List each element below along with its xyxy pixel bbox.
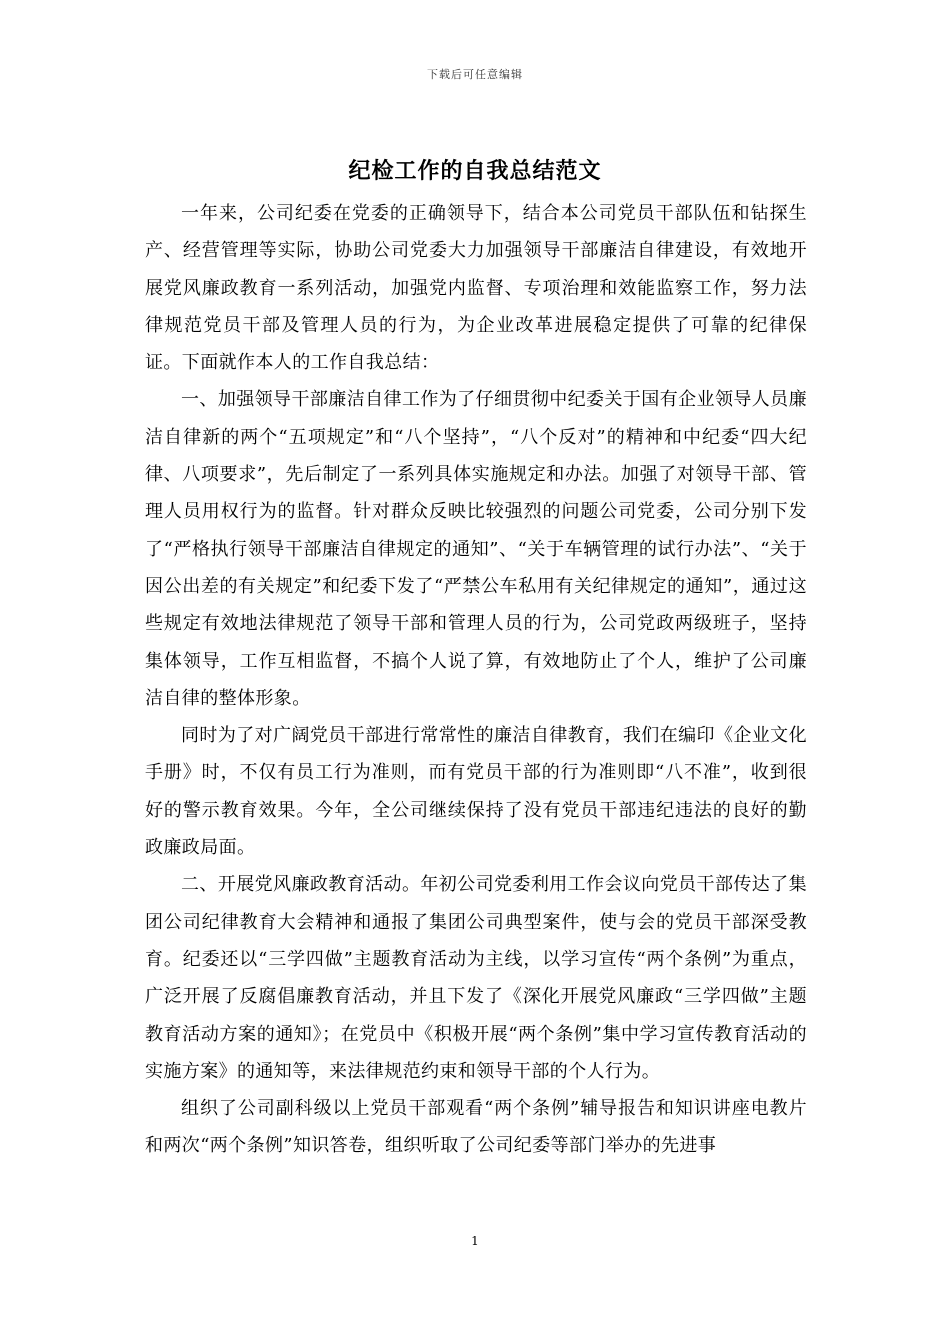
paragraph-section-one: 一、加强领导干部廉洁自律工作为了仔细贯彻中纪委关于国有企业领导人员廉洁自律新的两个“五项规定”和“八个坚持”，“八个反对”的精神和中纪委“四大纪律、八项要求”，先后制定了一系列具体实施规定和办法。加强了对领导干部、管理人员用权行为的监督。针对群众反映比较强烈的问题公司党委，公司分别下发了“严格执行领导干部廉洁自律规定的通知”、“关于车辆管理的试行办法”、“关于因公出差的有关规定”和纪委下发了“严禁公车私用有关纪律规定的通知”，通过这些规定有效地法律规范了领导干部和管理人员的行为，公司党政两级班子，坚持集体领导，工作互相监督，不搞个人说了算，有效地防止了个人，维护了公司廉洁自律的整体形象。	[145, 389, 807, 709]
paragraph-training: 组织了公司副科级以上党员干部观看“两个条例”辅导报告和知识讲座电教片和两次“两个条例”知识答卷，组织听取了公司纪委等部门举办的先进事	[145, 1098, 807, 1157]
page-number: 1	[471, 1234, 479, 1248]
paragraph-code-of-conduct: 同时为了对广阔党员干部进行常常性的廉洁自律教育，我们在编印《企业文化手册》时，不仅有员工行为准则，而有党员干部的行为准则即“八不准”，收到很好的警示教育效果。今年，全公司继续保持了没有党员干部违纪违法的良好的勤政廉政局面。	[145, 725, 807, 859]
paragraph-section-two: 二、开展党风廉政教育活动。年初公司党委利用工作会议向党员干部传达了集团公司纪律教育大会精神和通报了集团公司典型案件，使与会的党员干部深受教育。纪委还以“三学四做”主题教育活动为主线，以学习宣传“两个条例”为重点，广泛开展了反腐倡廉教育活动，并且下发了《深化开展党风廉政“三学四做”主题教育活动方案的通知》；在党员中《积极开展“两个条例”集中学习宣传教育活动的实施方案》的通知等，来法律规范约束和领导干部的个人行为。	[145, 874, 807, 1082]
paragraph-intro: 一年来，公司纪委在党委的正确领导下，结合本公司党员干部队伍和钻探生产、经营管理等实际，协助公司党委大力加强领导干部廉洁自律建设，有效地开展党风廉政教育一系列活动，加强党内监督、专项治理和效能监察工作，努力法律规范党员干部及管理人员的行为，为企业改革进展稳定提供了可靠的纪律保证。下面就作本人的工作自我总结：	[145, 203, 807, 374]
document-body	[145, 195, 807, 1165]
page-header: 下载后可任意编辑	[427, 68, 523, 81]
document-title: 纪检工作的自我总结范文	[348, 158, 602, 184]
